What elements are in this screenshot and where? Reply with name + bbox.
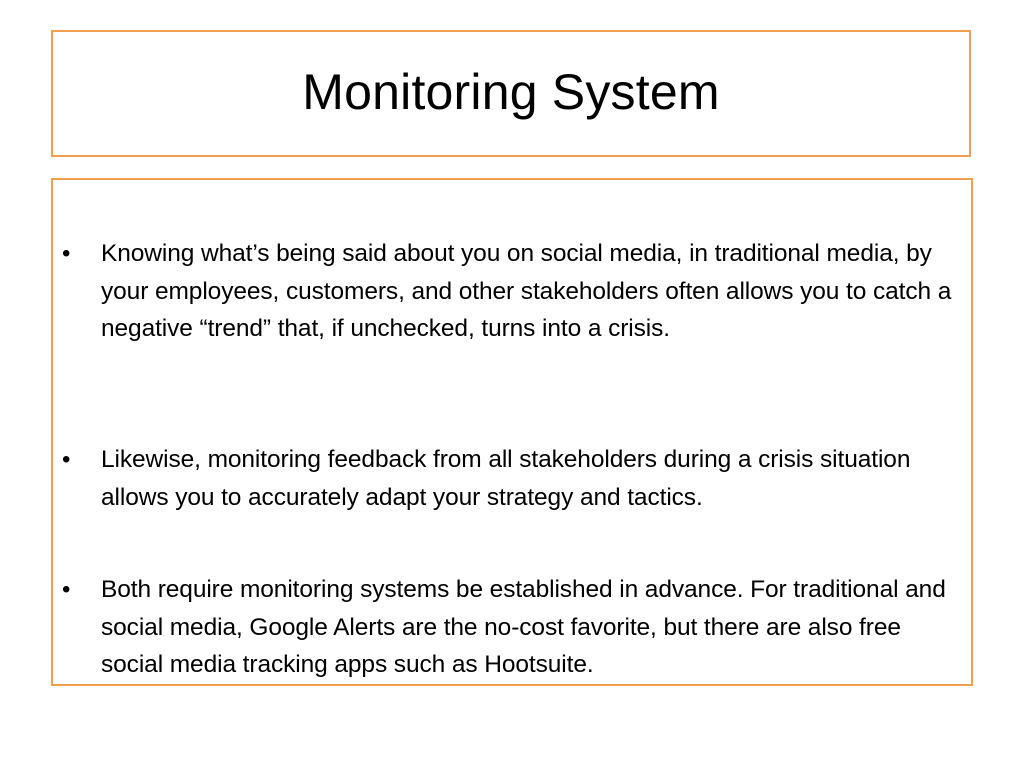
- title-box: [51, 30, 971, 157]
- content-box: [51, 178, 973, 686]
- bullet-text: Both require monitoring systems be established in advance. For traditional and social media, Google Alerts are the no-cost favorite, but there are also free social media tracking apps such as Hootsuite.: [101, 576, 946, 678]
- bullet-icon: •: [62, 576, 71, 603]
- bullet-icon: •: [62, 240, 71, 267]
- slide-title: Monitoring System: [302, 63, 720, 120]
- bullet-text: Likewise, monitoring feedback from all stakeholders during a crisis situation allows you to accurately adapt your strategy and tactics.: [101, 446, 911, 511]
- bullet-text: Knowing what’s being said about you on social media, in traditional media, by your employees, customers, and other stakeholders often allows you to catch a negative “trend” that, if unchecked, turns into a crisis.: [101, 240, 952, 342]
- bullet-icon: •: [62, 446, 71, 473]
